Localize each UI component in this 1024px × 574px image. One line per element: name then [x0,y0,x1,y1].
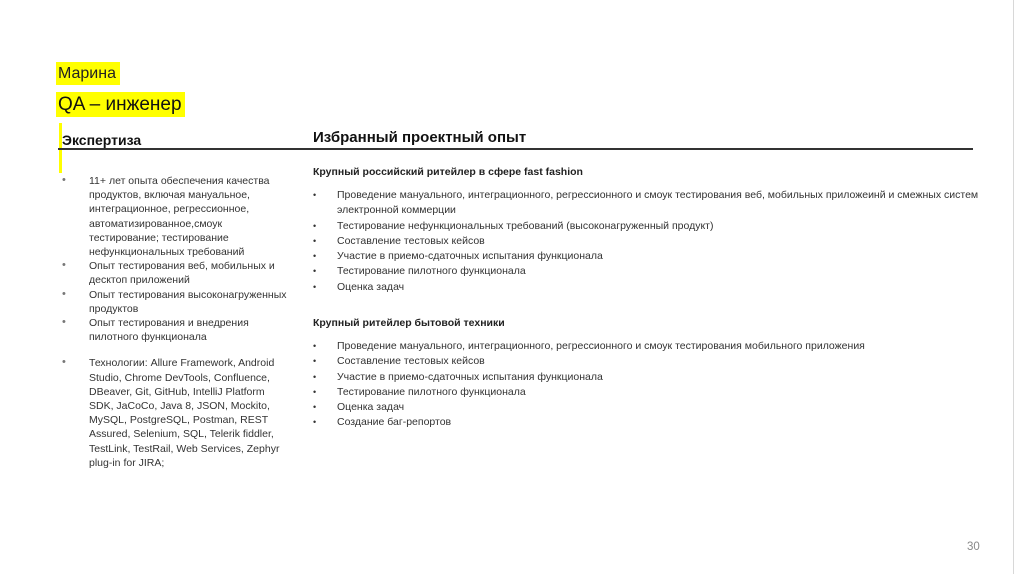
bullet-icon: • [313,386,317,397]
bullet-icon: • [62,356,66,369]
bullet-icon: • [313,417,317,428]
bullet-icon: • [313,190,317,200]
project-title: Крупный ритейлер бытовой техники [313,317,505,329]
project-block [313,165,983,295]
project-block [313,316,983,431]
expertise-item: • 11+ лет опыта обеспечения качества продуктов, включая мануальное, интеграционное, регрессионное, автоматизированное,смоук тестирование; тестирование нефункциональных требований [62,174,270,259]
bullet-icon: • [313,402,317,413]
expertise-item: • Опыт тестирования веб, мобильных и десктоп приложений [62,259,275,287]
project-task: • Проведение мануального, интеграционного, регрессионного и смоук тестирования веб, мобильных приложеинй и смежных систем электронной коммерции [313,189,979,217]
project-task: • Участие в приемо-сдаточных испытания функционала [313,249,983,264]
project-task: • Оценка задач [313,280,983,295]
expertise-heading: Экспертиза [62,132,142,148]
bullet-icon: • [313,220,317,231]
bullet-icon: • [313,281,317,292]
bullet-icon: • [62,287,66,300]
person-role: QA – инженер [56,92,185,117]
project-task: • Оценка задач [313,400,983,415]
bullet-icon: • [313,251,317,262]
project-task-list [313,188,983,295]
bullet-icon: • [313,235,317,246]
bullet-icon: • [313,341,317,351]
header-divider [58,148,973,150]
project-task: • Проведение мануального, интеграционного, регрессионного и смоук тестирования мобильного приложения [313,339,983,354]
project-task: • Тестирование пилотного функционала [313,264,983,279]
projects-heading: Избранный проектный опыт [313,129,527,146]
expertise-item: • Опыт тестирования и внедрения пилотного функционала [62,316,249,344]
expertise-item: • Опыт тестирования высоконагруженных продуктов [62,287,287,315]
project-task: • Составление тестовых кейсов [313,354,983,369]
project-task: • Создание баг-репортов [313,415,983,430]
project-task: • Участие в приемо-сдаточных испытания функционала [313,370,983,385]
bullet-icon: • [313,266,317,277]
bullet-icon: • [62,316,66,329]
bullet-icon: • [62,259,66,272]
bullet-icon: • [313,371,317,382]
project-task: • Составление тестовых кейсов [313,234,983,249]
expertise-list [62,174,287,470]
project-title: Крупный российский ритейлер в сфере fast fashion [313,166,583,178]
project-task: • Тестирование пилотного функционала [313,385,983,400]
project-task: • Тестирование нефункциональных требований (высоконагруженный продукт) [313,219,983,234]
bullet-icon: • [62,174,66,186]
expertise-item-technologies: • Технологии: Allure Framework, Android Studio, Chrome DevTools, Confluence, DBeaver, Git, GitHub, IntelliJ Platform SDK, JaCoCo, Java 8, JSON, Mockito, MySQL, PostgreSQL, Postman, REST Assured, Selenium, SQL, Telerik fiddler, TestLink, TestRail, Web Services, Zephyr plug-in for JIRA; [62,356,280,469]
bullet-icon: • [313,356,317,367]
person-name: Марина [56,62,120,85]
page-number: 30 [967,541,980,553]
project-task-list [313,339,983,431]
